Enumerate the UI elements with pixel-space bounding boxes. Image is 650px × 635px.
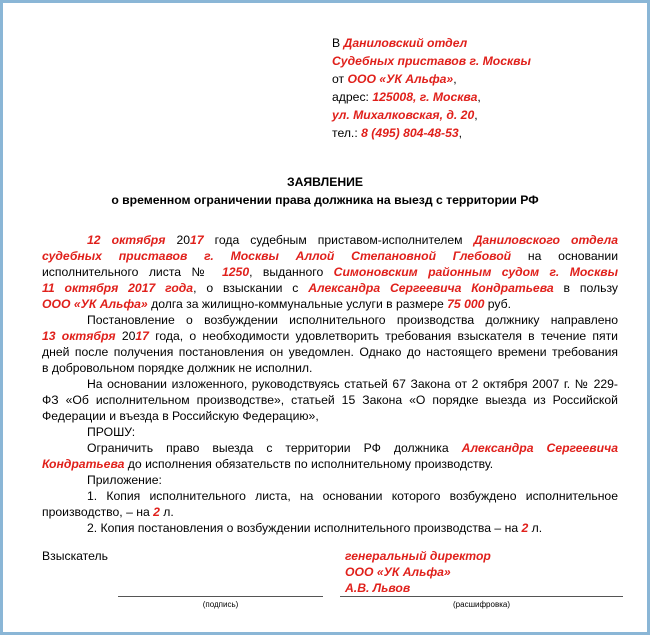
appendix-title: Приложение: [87,473,162,487]
signature-caption: (подпись) [202,600,239,609]
paragraph-3-line-1: На основании изложенного, руководствуясь статьей 67 Закона от 2 октября 2007 г. № 229- [87,377,618,391]
signer-company: ООО «УК Альфа» [345,565,451,579]
paragraph-1-line-5: ООО «УК Альфа» долга за жилищно-коммунальные услуги в размере 75 000 руб. [42,297,512,311]
paragraph-2-line-4: в добровольном порядке должник не исполнил. [42,361,313,375]
appendix-item-1-line-2: производство, – на 2 л. [42,505,174,519]
address-line: адрес: 125008, г. Москва, [332,90,481,104]
decoding-caption: (расшифровка) [453,600,510,609]
signer-position: генеральный директор [345,549,491,563]
paragraph-1-line-1: 12 октября 2017 года судебным приставом-исполнителем Даниловского отдела [87,233,618,247]
request-heading: ПРОШУ: [87,425,136,439]
appendix-item-2: 2. Копия постановления о возбуждении исполнительного производства – на 2 л. [87,521,543,535]
paragraph-1-line-4: 11 октября 2017 года, о взыскании с Александра Сергеевича Кондратьева в пользу [42,281,618,295]
addressee-line: В Даниловский отдел [332,36,468,50]
appendix-item-1-line-1: 1. Копия исполнительного листа, на основании которого возбуждено исполнительное [87,489,618,503]
document-subtitle: о временном ограничении права должника на выезд с территории РФ [111,193,539,207]
signature-label: Взыскатель [42,549,108,563]
street-line: ул. Михалковская, д. 20, [332,108,478,122]
paragraph-2-line-3: дней после получения постановления он уведомлен. Однако до настоящего времени требования [42,345,618,359]
sender-line: от ООО «УК Альфа», [332,72,457,86]
signature-line [118,596,323,597]
paragraph-1-line-3: исполнительного листа № 1250, выданного Симоновским районным судом г. Москвы [42,265,619,279]
paragraph-2-line-1: Постановление о возбуждении исполнительного производства должнику направлено [87,313,618,327]
decoding-line [340,596,623,597]
document-title: ЗАЯВЛЕНИЕ [286,175,364,189]
paragraph-2-line-2: 13 октября 2017 года, о необходимости удовлетворить требования взыскателя в течение пяти [42,329,618,343]
addressee-line-2: Судебных приставов г. Москвы [332,54,531,68]
signer-name: А.В. Львов [345,581,411,595]
paragraph-1-line-2: судебных приставов г. Москвы Аллой Степановной Глебовой на основании [42,249,619,263]
paragraph-3-line-2: ФЗ «Об исполнительном производстве», статьей 15 Закона «О порядке выезда из Российской [42,393,618,407]
paragraph-4-line-2: Кондратьева до исполнения обязательств по исполнительному производству. [42,457,494,471]
paragraph-3-line-3: Федерации и въезда в Российскую Федерацию», [42,409,319,423]
phone-line: тел.: 8 (495) 804-48-53, [332,126,463,140]
paragraph-4-line-1: Ограничить право выезда с территории РФ должника Александра Сергеевича [87,441,618,455]
